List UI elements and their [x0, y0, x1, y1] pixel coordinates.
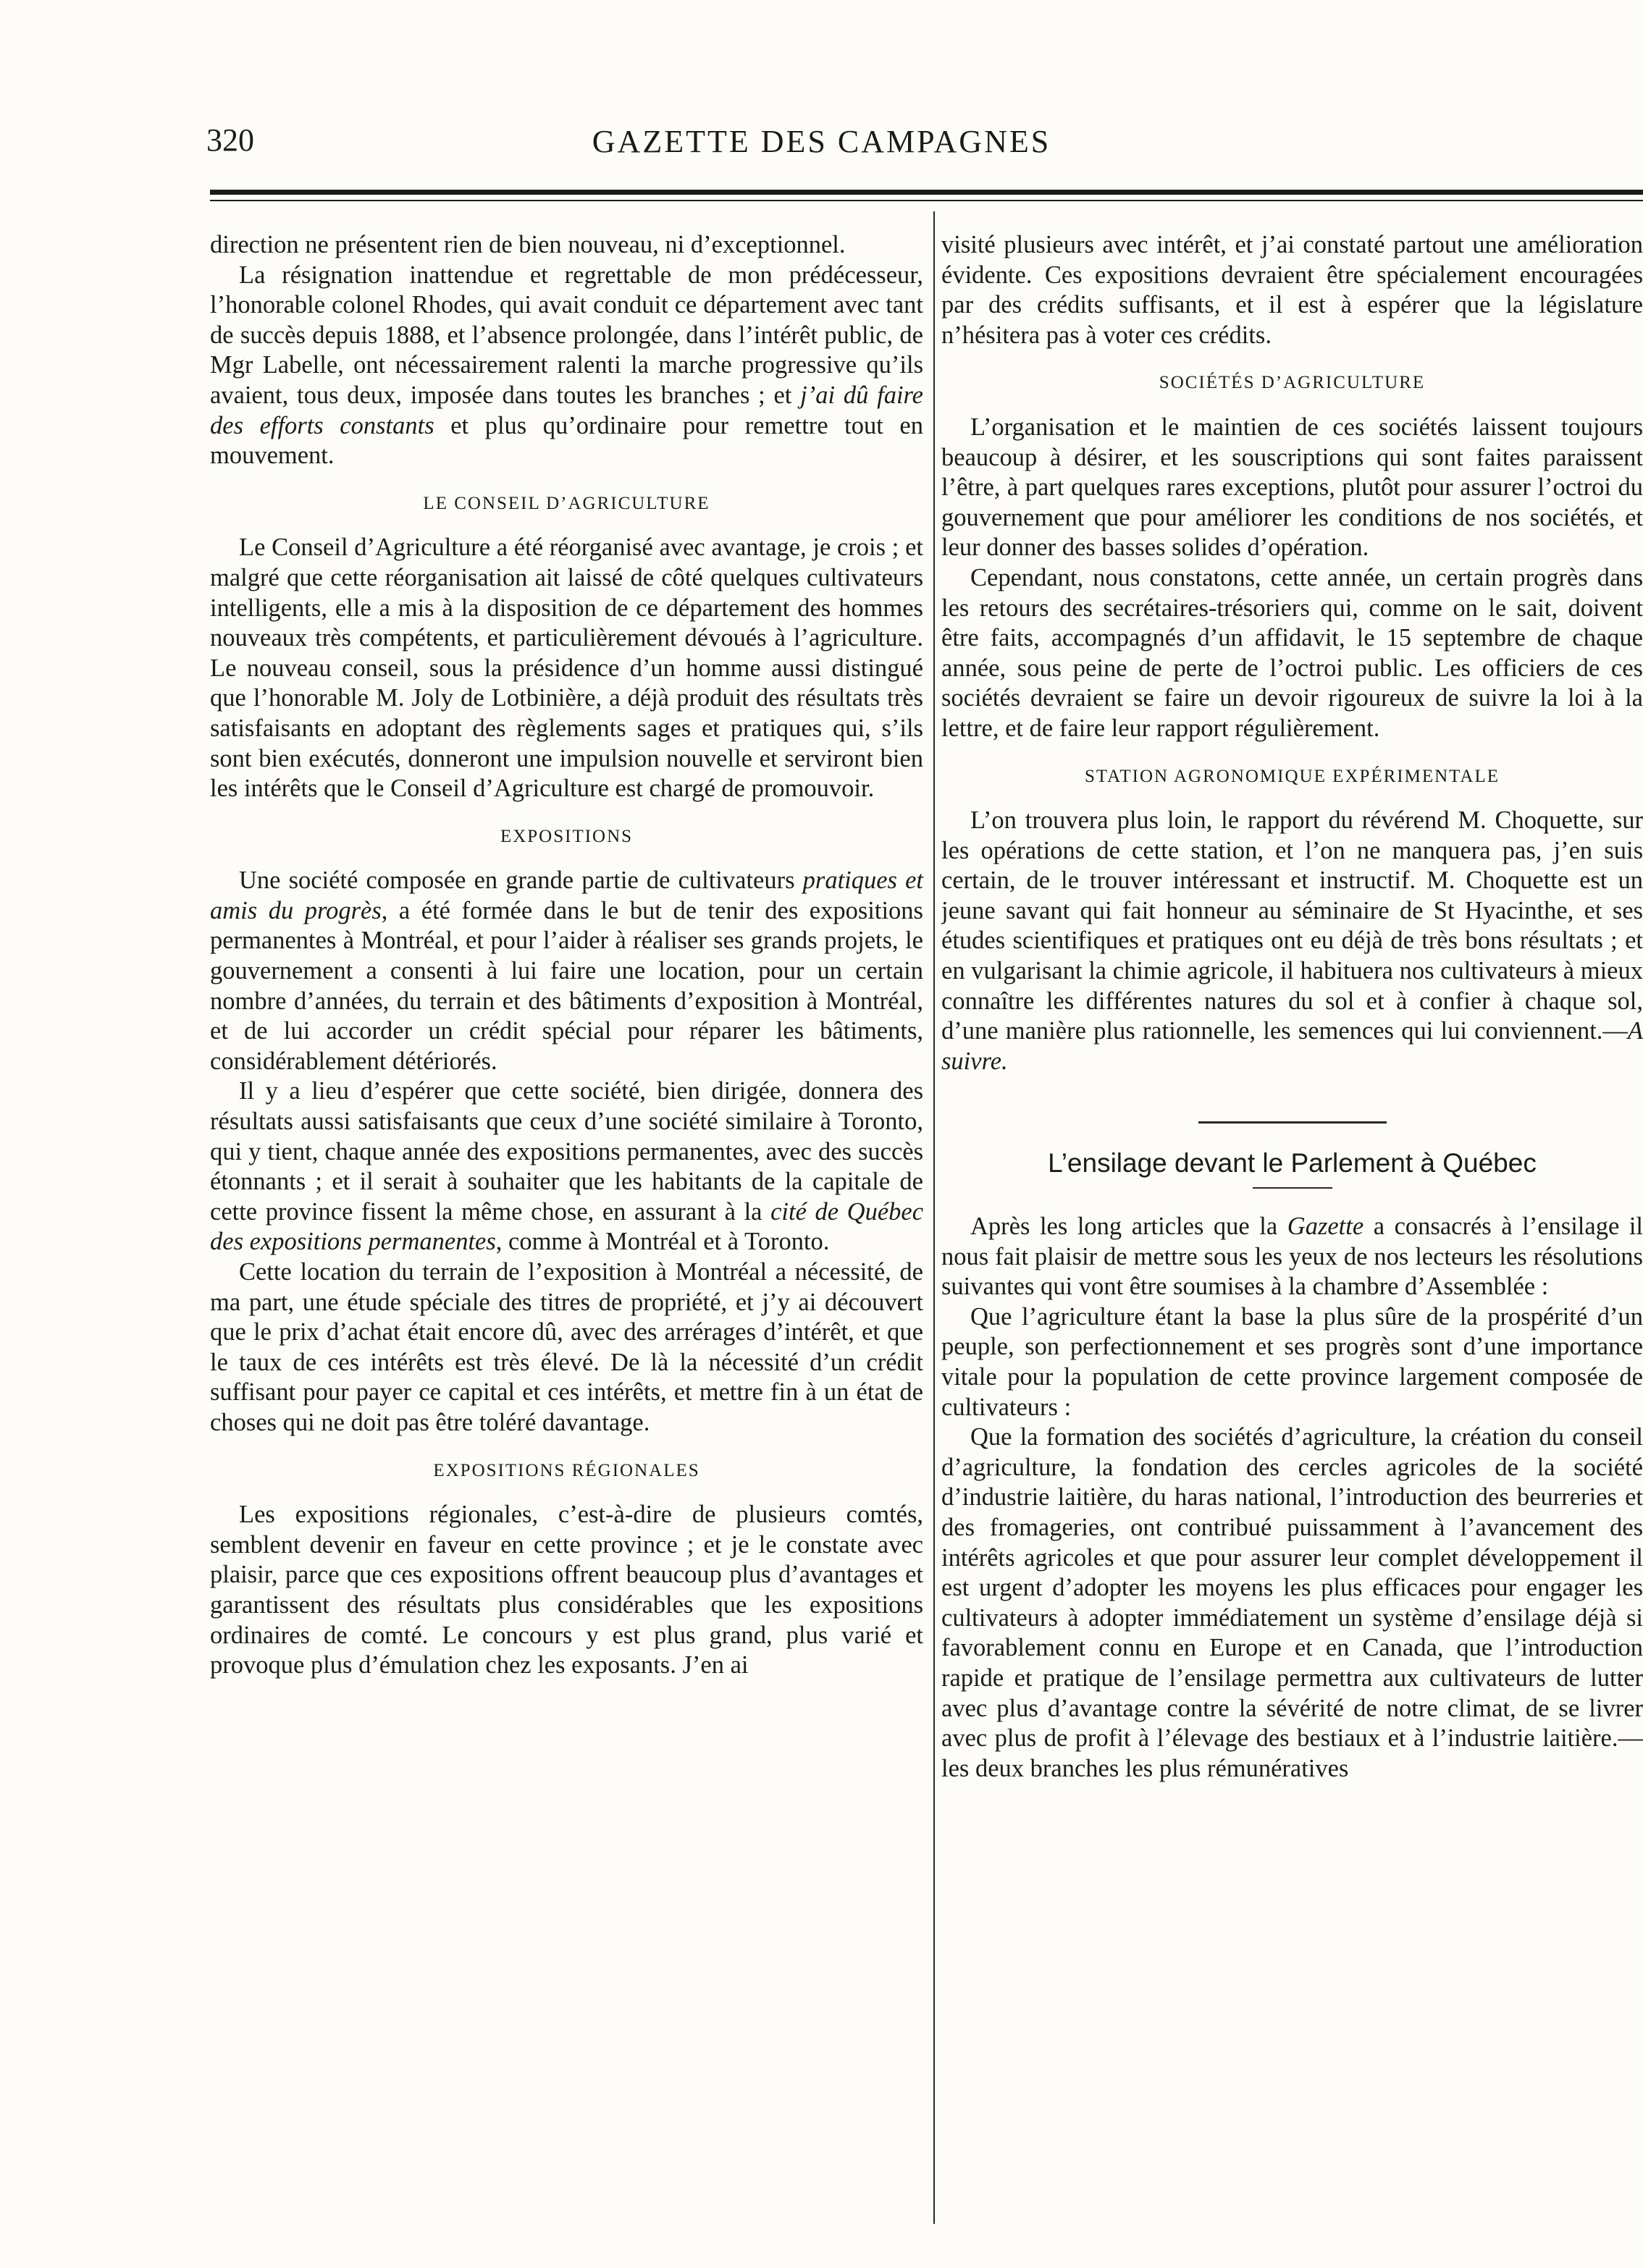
title-underline-rule — [1253, 1187, 1332, 1189]
right-column — [941, 230, 1643, 1784]
italic-run: cité de Québec des expositions permanentes — [210, 1197, 924, 1256]
running-head: GAZETTE DES CAMPAGNES — [592, 124, 1051, 159]
italic-run: Gazette — [1287, 1213, 1364, 1241]
paragraph: Les expositions régionales, c’est-à-dire de plusieurs comtés, semblent devenir en faveur en cette province ; et je le constate avec plaisir, parce que ces expositions offrent beaucoup plus d’avantages et garantissent des résultats plus considérables que les expositions ordinaires de comté. Le concours y est plus grand, plus varié et provoque plus d’émulation chez les exposants. J’en ai — [210, 1501, 923, 1679]
text-run: La résignation inattendue et regrettable de mon prédécesseur, l’honorable colonel Rhodes, qui avait conduit ce département avec tant de succès depuis 1888, et l’absence prolongée, dans l’intérêt public, de Mgr Labelle, ont nécessairement ralenti la marche progressive qu’ils avaient, tous deux, imposée dans toutes les branches ; et — [210, 261, 923, 409]
paragraph: Que la formation des sociétés d’agriculture, la création du conseil d’agriculture, la fondation des cercles agricoles de la société d’industrie laitière, du haras national, l’introduction des beurreries et des fromageries, ont contribué puissamment à l’avancement des intérêts agricoles et que pour assurer leur complet développement il est urgent d’adopter les moyens les plus efficaces pour engager les cultivateurs à adopter immédiatement un système d’ensilage déjà si favorablement connu en Europe et en Canada, que l’introduction rapide et pratique de l’ensilage permettra aux cultivateurs de lutter avec plus d’avantage contre la sévérité de notre climat, de se livrer avec plus de profit à l’élevage des bestiaux et à l’industrie laitière.—les deux branches les plus rémunératives — [941, 1423, 1643, 1782]
paragraph: Cependant, nous constatons, cette année, un certain progrès dans les retours des secrétaires-trésoriers qui, comme on le sait, doivent être faits, accompagnés d’un affidavit, le 15 septembre de chaque année, sous peine de perte de l’octroi public. Les officiers de ces sociétés devraient se faire un devoir rigoureux de suivre la loi à la lettre, et de faire leur rapport régulièrement. — [941, 563, 1643, 742]
header-rule-thin — [210, 200, 1643, 201]
paragraph — [941, 806, 1643, 1076]
section-heading-conseil: LE CONSEIL D’AGRICULTURE — [423, 493, 710, 513]
page-number: 320 — [206, 122, 254, 158]
section-heading-societes: SOCIÉTÉS D’AGRICULTURE — [1159, 373, 1426, 393]
paragraph: Cette location du terrain de l’exposition à Montréal a nécessité, de ma part, une étude spéciale des titres de propriété, et j’y ai découvert que le prix d’achat était encore dû, avec des arrérages d’intérêt, et que le taux de ces intérêts est très élevé. De là la nécessité d’un crédit suffisant pour payer ce capital et ces intérêts, et mettre fin à un état de choses qui ne doit pas être toléré davantage. — [210, 1258, 923, 1436]
paragraph — [210, 866, 923, 1076]
text-run: et plus qu’ordinaire pour remettre tout en mouvement. — [210, 411, 923, 470]
text-run: L’on trouvera plus loin, le rapport du révérend M. Choquette, sur les opérations de cette station, et l’on ne manquera pas, j’en suis certain, de le trouver intéressant et instructif. M. Choquette est un jeune savant qui fait honneur au séminaire de St Hyacinthe, et ses études scientifiques et pratiques ont eu déjà de très bons résultats ; et en vulgarisant la chimie agricole, il habituera nos cultivateurs à mieux connaître les différentes natures du sol et à confier à chaque sol, d’une manière plus rationnelle, les semences qui lui conviennent.— — [941, 806, 1643, 1045]
paragraph: direction ne présentent rien de bien nouveau, ni d’exceptionnel. — [210, 231, 846, 258]
paragraph: visité plusieurs avec intérêt, et j’ai constaté partout une amélioration évidente. Ces expositions devraient être spécialement encouragées par des crédits suffisants, et il est à espérer que la législature n’hésitera pas à voter ces crédits. — [941, 231, 1643, 349]
text-run: Une société composée en grande partie de cultivateurs — [239, 867, 803, 895]
article-separator-rule — [1198, 1121, 1387, 1124]
text-run: , comme à Montréal et à Toronto. — [495, 1228, 830, 1256]
text-run: Après les long articles que la — [970, 1213, 1287, 1241]
text-run: Il y a lieu d’espérer que cette société, bien dirigée, donnera des résultats aussi satisfaisants que ceux d’une société similaire à Toronto, qui y tient, chaque année des expositions permanentes, avec des succès étonnants ; et il serait à souhaiter que les habitants de la capitale de cette province fissent la même chose, en assurant à la — [210, 1077, 923, 1226]
paragraph: L’organisation et le maintien de ces sociétés laissent toujours beaucoup à désirer, et les souscriptions qui sont faites paraissent l’être, à part quelques rares exceptions, plutôt pour assurer l’octroi du gouvernement que pour améliorer les conditions de nos sociétés, et leur donner des basses solides d’opération. — [941, 413, 1643, 562]
paragraph — [210, 1076, 923, 1257]
italic-run: A suivre. — [941, 1017, 1643, 1075]
text-run: , a été formée dans le but de tenir des expositions permanentes à Montréal, et pour l’aider à réaliser ses grands projets, le gouvernement a consenti à lui faire une location, pour un certain nombre d’années, du terrain et des bâtiments d’exposition à Montréal, et de lui accorder un crédit spécial pour réparer les bâtiments, considérablement détériorés. — [210, 896, 923, 1075]
paragraph — [941, 1212, 1643, 1302]
italic-run: pratiques et amis du progrès — [210, 867, 923, 924]
paragraph — [210, 261, 923, 471]
italic-run: j’ai dû faire des efforts constants — [210, 381, 923, 439]
section-heading-regionales: EXPOSITIONS RÉGIONALES — [433, 1460, 700, 1480]
paragraph: Que l’agriculture étant la base la plus sûre de la prospérité d’un peuple, son perfectionnement et ses progrès sont d’une importance vitale pour la population de cette province largement composée de cultivateurs : — [941, 1302, 1643, 1421]
section-heading-expositions: EXPOSITIONS — [500, 826, 634, 846]
section-heading-station: STATION AGRONOMIQUE EXPÉRIMENTALE — [1084, 766, 1500, 786]
left-column — [210, 230, 923, 1681]
header-rule-thick — [210, 190, 1643, 195]
text-run: a consacrés à l’ensilage il nous fait plaisir de mettre sous les yeux de nos lecteurs les résolutions suivantes qui vont être soumises à la chambre d’Assemblée : — [941, 1213, 1643, 1301]
article-title: L’ensilage devant le Parlement à Québec — [1048, 1148, 1537, 1179]
paragraph: Le Conseil d’Agriculture a été réorganisé avec avantage, je crois ; et malgré que cette réorganisation ait laissé de côté quelques cultivateurs intelligents, elle a mis à la disposition de ce département des hommes nouveaux très compétents, et particulièrement dévoués à l’agriculture. Le nouveau conseil, sous la présidence d’un homme aussi distingué que l’honorable M. Joly de Lotbinière, a déjà produit des résultats très satisfaisants en adoptant des règlements sages et pratiques qui, s’ils sont bien exécutés, donneront une impulsion nouvelle et serviront bien les intérêts que le Conseil d’Agriculture est chargé de promouvoir. — [210, 534, 923, 803]
column-divider — [933, 211, 935, 2224]
